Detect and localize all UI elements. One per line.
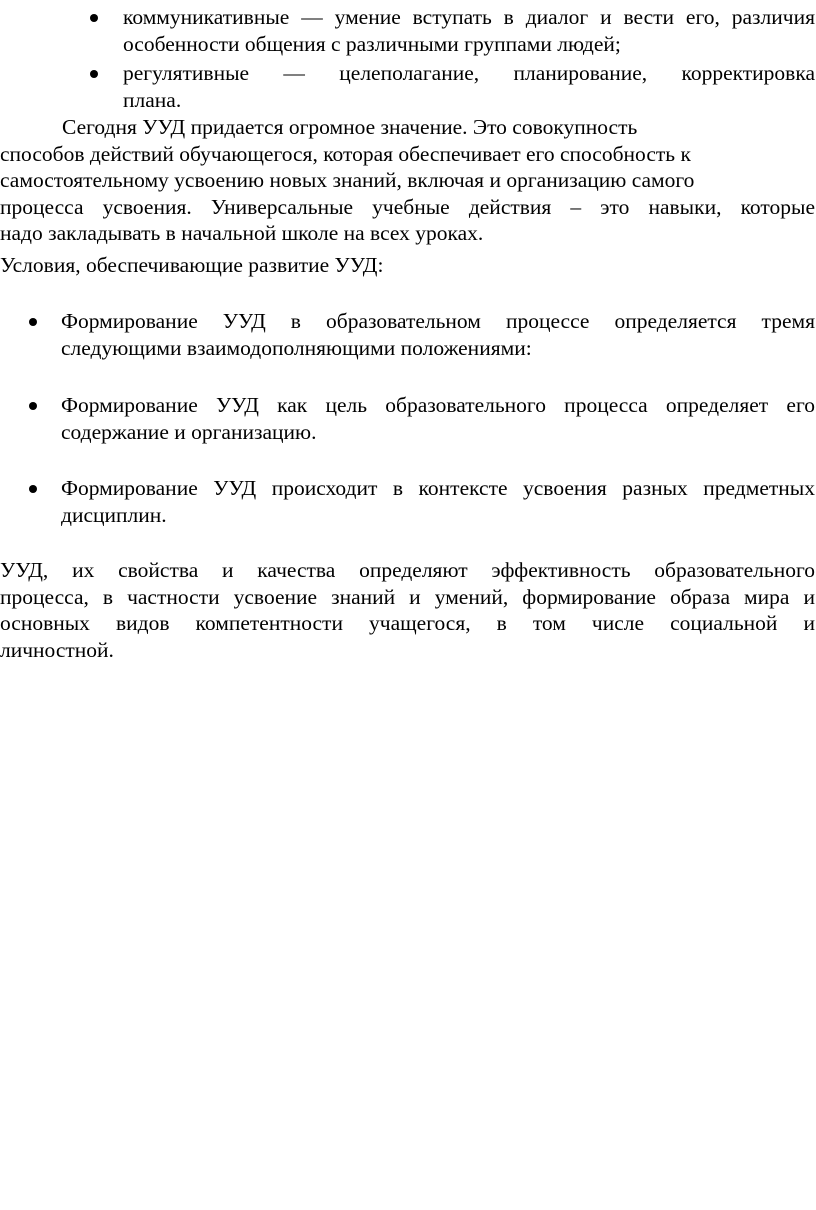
condition-line: Формирование УУД в образовательном процессе определяется тремя — [61, 309, 815, 333]
condition-item — [61, 392, 815, 445]
conditions-heading — [0, 252, 816, 279]
condition-line: дисциплин. — [61, 502, 167, 527]
bullet-icon — [29, 485, 37, 493]
paragraph-line: процесса, в частности усвоение знаний и умений, формирование образа мира и — [0, 584, 815, 609]
bullet-icon — [29, 402, 37, 410]
bullet-icon — [29, 318, 37, 326]
condition-line: содержание и организацию. — [61, 419, 317, 444]
paragraph-line: процесса усвоения. Универсальные учебные действия – это навыки, которые — [0, 194, 815, 219]
condition-line: Формирование УУД как цель образовательного процесса определяет его — [61, 393, 815, 417]
paragraph-line: основных видов компетентности учащегося, в том числе социальной и — [0, 611, 815, 635]
condition-line: Формирование УУД происходит в контексте усвоения разных предметных — [61, 476, 815, 500]
intro-paragraph — [0, 114, 815, 247]
paragraph-line: способов действий обучающегося, которая обеспечивает его способность к — [0, 141, 691, 166]
closing-paragraph — [0, 557, 815, 663]
list-item-line: коммуникативные — умение вступать в диалог и вести его, различия — [123, 5, 815, 29]
list-item-communicative — [123, 4, 815, 57]
paragraph-line: самостоятельному усвоению новых знаний, включая и организацию самого — [0, 168, 695, 192]
list-item-line: регулятивные — целеполагание, планирование, корректировка — [123, 61, 815, 85]
bullet-icon — [90, 70, 98, 78]
paragraph-line: личностной. — [0, 637, 114, 662]
condition-item — [61, 308, 815, 361]
paragraph-line: надо закладывать в начальной школе на всех уроках. — [0, 221, 484, 245]
list-item-line: особенности общения с различными группами людей; — [123, 31, 621, 56]
paragraph-line: Сегодня УУД придается огромное значение. Это совокупность — [62, 115, 638, 139]
paragraph-line: УУД, их свойства и качества определяют эффективность образовательного — [0, 558, 815, 582]
condition-item — [61, 475, 815, 528]
bullet-icon — [90, 14, 98, 22]
list-item-line: плана. — [123, 87, 182, 112]
list-item-regulatory — [123, 60, 815, 113]
condition-line: следующими взаимодополняющими положениями: — [61, 335, 532, 360]
heading-text: Условия, обеспечивающие развитие УУД: — [0, 253, 384, 277]
